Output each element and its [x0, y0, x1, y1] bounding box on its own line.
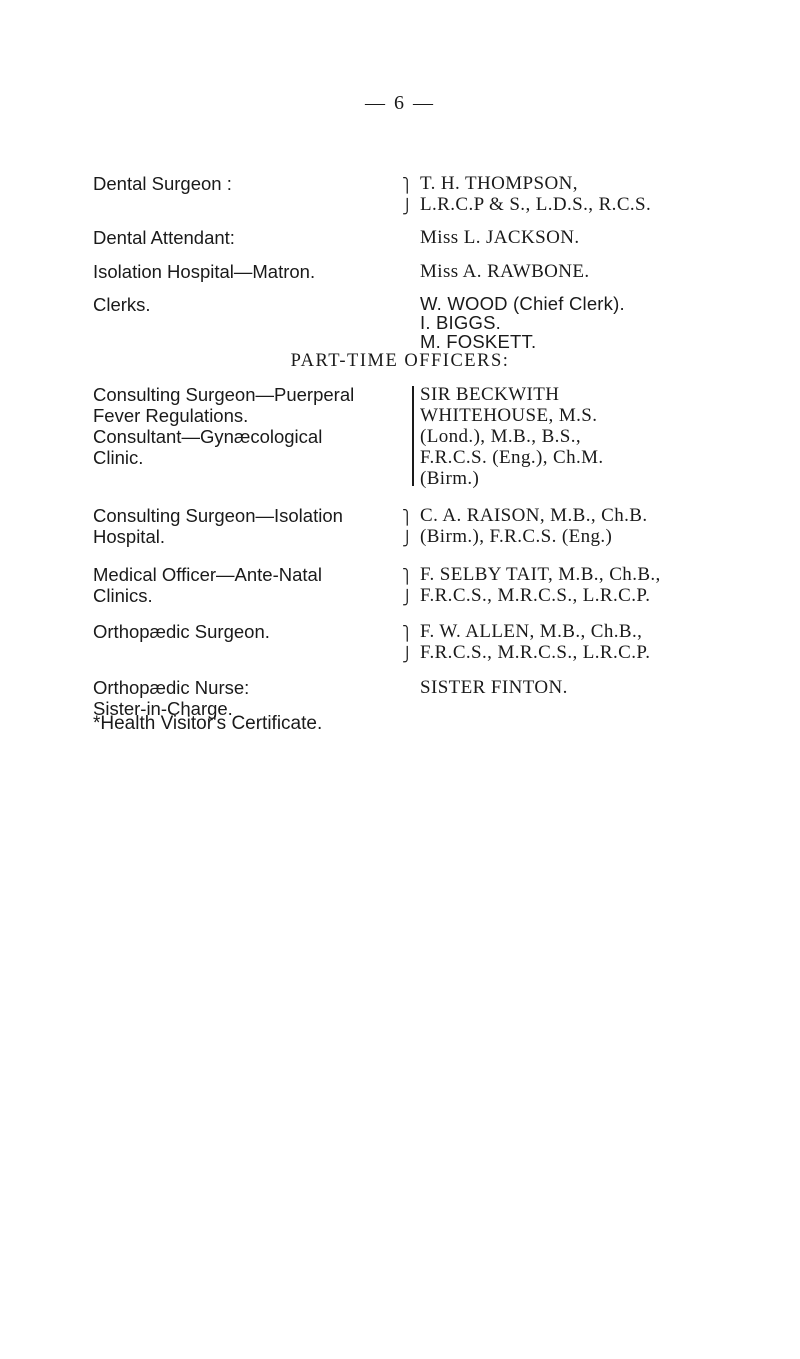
names-consulting-surgeon-puerperal — [420, 384, 790, 489]
name-line: (Lond.), M.B., B.S., — [420, 426, 582, 447]
role-dental-attendant: Dental Attendant: — [93, 227, 235, 248]
names-dental-surgeon — [420, 173, 790, 215]
names-dental-attendant — [420, 227, 790, 248]
brace: ⎫ ⎭ — [402, 627, 413, 663]
role-line: Consulting Surgeon—Isolation — [93, 505, 343, 526]
role-orthopaedic-surgeon — [93, 621, 383, 642]
name-line: C. A. RAISON, M.B., Ch.B. — [420, 505, 648, 526]
name-line: WHITEHOUSE, M.S. — [420, 405, 598, 426]
names-consulting-surgeon-isolation — [420, 505, 790, 547]
names-medical-officer-antenatal — [420, 564, 790, 606]
name-line: F. W. ALLEN, M.B., Ch.B., — [420, 621, 643, 642]
names-clerks — [420, 294, 790, 351]
name-line: I. BIGGS. — [420, 312, 501, 333]
role-line: Orthopædic Nurse: — [93, 677, 250, 698]
brace: ⎫ ⎭ — [402, 511, 413, 547]
name-line: F.R.C.S., M.R.C.S., L.R.C.P. — [420, 585, 651, 606]
brace: ⎫ ⎭ — [402, 570, 413, 606]
role-line: Hospital. — [93, 526, 165, 547]
role-consulting-surgeon-puerperal — [93, 384, 383, 468]
name-line: L.R.C.P & S., L.D.S., R.C.S. — [420, 194, 652, 215]
footnote: *Health Visitor's Certificate. — [93, 713, 323, 734]
role-line: Consulting Surgeon—Puerperal — [93, 384, 355, 405]
role-line: Sister-in-Charge. — [93, 698, 233, 719]
names-orthopaedic-nurse — [420, 677, 790, 698]
name-line: F. SELBY TAIT, M.B., Ch.B., — [420, 564, 661, 585]
role-line: Medical Officer—Ante-Natal — [93, 564, 322, 585]
role-clerks: Clerks. — [93, 294, 151, 315]
names-isolation-matron — [420, 261, 790, 282]
name-line: F.R.C.S. (Eng.), Ch.M. — [420, 447, 604, 468]
name-line: M. FOSKETT. — [420, 331, 537, 352]
brace: ⎫ ⎭ — [402, 179, 413, 215]
name-line: SISTER FINTON. — [420, 677, 568, 698]
name-line: (Birm.) — [420, 468, 480, 489]
section-heading-part-time: PART-TIME OFFICERS: — [290, 351, 510, 371]
names-orthopaedic-surgeon — [420, 621, 790, 663]
name-line: (Birm.), F.R.C.S. (Eng.) — [420, 526, 613, 547]
page-number: — 6 — — [365, 92, 435, 114]
role-line: Clinic. — [93, 447, 144, 468]
role-consulting-surgeon-isolation — [93, 505, 383, 547]
name-line: Miss L. JACKSON. — [420, 227, 580, 248]
role-isolation-matron: Isolation Hospital—Matron. — [93, 261, 316, 282]
name-line: SIR BECKWITH — [420, 384, 560, 405]
role-line: Orthopædic Surgeon. — [93, 621, 270, 642]
role-line: Clinics. — [93, 585, 153, 606]
name-line: T. H. THOMPSON, — [420, 173, 578, 194]
name-line: F.R.C.S., M.R.C.S., L.R.C.P. — [420, 642, 651, 663]
brace-bar — [412, 386, 414, 486]
role-line: Consultant—Gynæcological — [93, 426, 323, 447]
name-line: W. WOOD (Chief Clerk). — [420, 293, 625, 314]
role-line: Fever Regulations. — [93, 405, 249, 426]
role-medical-officer-antenatal — [93, 564, 383, 606]
role-dental-surgeon: Dental Surgeon : — [93, 173, 232, 194]
name-line: Miss A. RAWBONE. — [420, 261, 590, 282]
